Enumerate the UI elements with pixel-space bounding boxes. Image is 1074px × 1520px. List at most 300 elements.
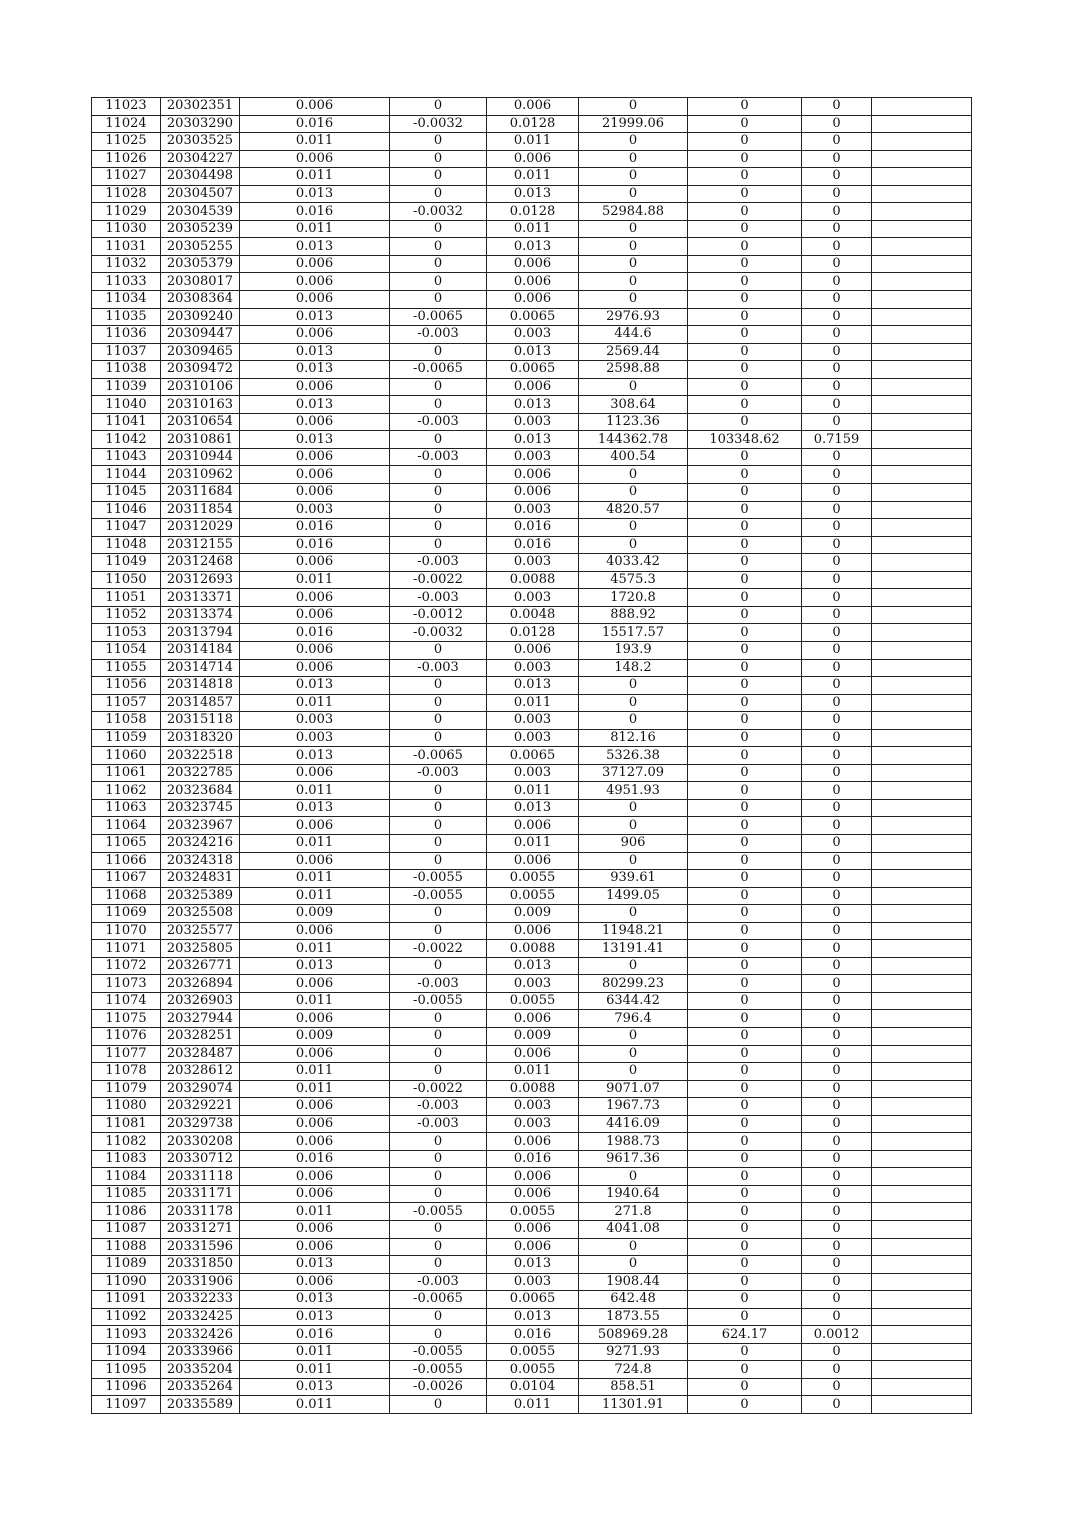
empty-cell bbox=[872, 1256, 972, 1274]
amount-cell: 0 bbox=[579, 484, 688, 502]
account-id-cell: 20331596 bbox=[161, 1238, 240, 1256]
account-id-cell: 20330208 bbox=[161, 1133, 240, 1151]
rate-cell: 0.006 bbox=[240, 1168, 390, 1186]
row-number-cell: 11034 bbox=[92, 291, 161, 309]
account-id-cell: 20323745 bbox=[161, 799, 240, 817]
account-id-cell: 20312155 bbox=[161, 536, 240, 554]
net-rate-cell: 0.0104 bbox=[487, 1378, 579, 1396]
secondary-amount-cell: 0 bbox=[688, 659, 802, 677]
table-row bbox=[92, 115, 972, 133]
table-row bbox=[92, 1045, 972, 1063]
secondary-amount-cell: 0 bbox=[688, 326, 802, 344]
row-number-cell: 11044 bbox=[92, 466, 161, 484]
row-number-cell: 11035 bbox=[92, 308, 161, 326]
amount-cell: 1967.73 bbox=[579, 1098, 688, 1116]
secondary-amount-cell: 0 bbox=[688, 343, 802, 361]
rate-cell: 0.011 bbox=[240, 694, 390, 712]
adjustment-cell: -0.003 bbox=[390, 1115, 487, 1133]
amount-cell: 724.8 bbox=[579, 1361, 688, 1379]
empty-cell bbox=[872, 343, 972, 361]
adjustment-cell: 0 bbox=[390, 852, 487, 870]
amount-cell: 0 bbox=[579, 378, 688, 396]
amount-cell: 1873.55 bbox=[579, 1308, 688, 1326]
adjustment-cell: 0 bbox=[390, 150, 487, 168]
row-number-cell: 11071 bbox=[92, 940, 161, 958]
row-number-cell: 11029 bbox=[92, 203, 161, 221]
rate-cell: 0.006 bbox=[240, 413, 390, 431]
amount-cell: 0 bbox=[579, 1027, 688, 1045]
adjustment-cell: 0 bbox=[390, 1326, 487, 1344]
secondary-amount-cell: 0 bbox=[688, 747, 802, 765]
rate-cell: 0.013 bbox=[240, 308, 390, 326]
row-number-cell: 11049 bbox=[92, 554, 161, 572]
secondary-amount-cell: 0 bbox=[688, 1133, 802, 1151]
amount-cell: 0 bbox=[579, 817, 688, 835]
secondary-amount-cell: 0 bbox=[688, 1063, 802, 1081]
table-row bbox=[92, 448, 972, 466]
empty-cell bbox=[872, 326, 972, 344]
amount-cell: 4951.93 bbox=[579, 782, 688, 800]
table-row bbox=[92, 1080, 972, 1098]
adjustment-cell: 0 bbox=[390, 536, 487, 554]
empty-cell bbox=[872, 1168, 972, 1186]
ratio-cell: 0 bbox=[802, 554, 872, 572]
secondary-amount-cell: 0 bbox=[688, 1045, 802, 1063]
ratio-cell: 0 bbox=[802, 834, 872, 852]
rate-cell: 0.016 bbox=[240, 519, 390, 537]
rate-cell: 0.006 bbox=[240, 764, 390, 782]
net-rate-cell: 0.006 bbox=[487, 378, 579, 396]
secondary-amount-cell: 0 bbox=[688, 1203, 802, 1221]
secondary-amount-cell: 0 bbox=[688, 1361, 802, 1379]
table-row bbox=[92, 203, 972, 221]
empty-cell bbox=[872, 185, 972, 203]
empty-cell bbox=[872, 1080, 972, 1098]
account-id-cell: 20308017 bbox=[161, 273, 240, 291]
empty-cell bbox=[872, 940, 972, 958]
account-id-cell: 20323967 bbox=[161, 817, 240, 835]
amount-cell: 400.54 bbox=[579, 448, 688, 466]
empty-cell bbox=[872, 624, 972, 642]
row-number-cell: 11094 bbox=[92, 1343, 161, 1361]
table-body bbox=[92, 98, 972, 1414]
table-row bbox=[92, 747, 972, 765]
secondary-amount-cell: 0 bbox=[688, 361, 802, 379]
net-rate-cell: 0.0055 bbox=[487, 1343, 579, 1361]
net-rate-cell: 0.011 bbox=[487, 834, 579, 852]
secondary-amount-cell: 0 bbox=[688, 150, 802, 168]
secondary-amount-cell: 0 bbox=[688, 1378, 802, 1396]
amount-cell: 1123.36 bbox=[579, 413, 688, 431]
account-id-cell: 20310944 bbox=[161, 448, 240, 466]
adjustment-cell: -0.0022 bbox=[390, 571, 487, 589]
net-rate-cell: 0.016 bbox=[487, 1150, 579, 1168]
net-rate-cell: 0.006 bbox=[487, 1221, 579, 1239]
rate-cell: 0.006 bbox=[240, 98, 390, 116]
account-id-cell: 20326894 bbox=[161, 975, 240, 993]
amount-cell: 52984.88 bbox=[579, 203, 688, 221]
secondary-amount-cell: 0 bbox=[688, 940, 802, 958]
rate-cell: 0.006 bbox=[240, 1115, 390, 1133]
net-rate-cell: 0.003 bbox=[487, 729, 579, 747]
adjustment-cell: 0 bbox=[390, 782, 487, 800]
empty-cell bbox=[872, 255, 972, 273]
adjustment-cell: 0 bbox=[390, 501, 487, 519]
secondary-amount-cell: 0 bbox=[688, 501, 802, 519]
table-row bbox=[92, 554, 972, 572]
empty-cell bbox=[872, 1238, 972, 1256]
secondary-amount-cell: 0 bbox=[688, 641, 802, 659]
table-row bbox=[92, 712, 972, 730]
row-number-cell: 11088 bbox=[92, 1238, 161, 1256]
adjustment-cell: -0.0055 bbox=[390, 887, 487, 905]
ratio-cell: 0 bbox=[802, 1027, 872, 1045]
ratio-cell: 0.0012 bbox=[802, 1326, 872, 1344]
empty-cell bbox=[872, 1115, 972, 1133]
empty-cell bbox=[872, 834, 972, 852]
adjustment-cell: 0 bbox=[390, 905, 487, 923]
empty-cell bbox=[872, 1203, 972, 1221]
account-id-cell: 20312693 bbox=[161, 571, 240, 589]
secondary-amount-cell: 624.17 bbox=[688, 1326, 802, 1344]
rate-cell: 0.006 bbox=[240, 255, 390, 273]
secondary-amount-cell: 0 bbox=[688, 255, 802, 273]
rate-cell: 0.011 bbox=[240, 887, 390, 905]
account-id-cell: 20324318 bbox=[161, 852, 240, 870]
amount-cell: 2569.44 bbox=[579, 343, 688, 361]
table-row bbox=[92, 606, 972, 624]
ratio-cell: 0 bbox=[802, 413, 872, 431]
rate-cell: 0.011 bbox=[240, 571, 390, 589]
adjustment-cell: 0 bbox=[390, 220, 487, 238]
net-rate-cell: 0.0055 bbox=[487, 1361, 579, 1379]
rate-cell: 0.006 bbox=[240, 1238, 390, 1256]
empty-cell bbox=[872, 571, 972, 589]
amount-cell: 0 bbox=[579, 677, 688, 695]
amount-cell: 0 bbox=[579, 185, 688, 203]
ratio-cell: 0 bbox=[802, 519, 872, 537]
empty-cell bbox=[872, 203, 972, 221]
account-id-cell: 20329738 bbox=[161, 1115, 240, 1133]
table-row bbox=[92, 975, 972, 993]
net-rate-cell: 0.006 bbox=[487, 1185, 579, 1203]
amount-cell: 271.8 bbox=[579, 1203, 688, 1221]
account-id-cell: 20305255 bbox=[161, 238, 240, 256]
ratio-cell: 0 bbox=[802, 168, 872, 186]
empty-cell bbox=[872, 1291, 972, 1309]
rate-cell: 0.003 bbox=[240, 712, 390, 730]
net-rate-cell: 0.013 bbox=[487, 1308, 579, 1326]
adjustment-cell: -0.003 bbox=[390, 413, 487, 431]
table-row bbox=[92, 185, 972, 203]
net-rate-cell: 0.0055 bbox=[487, 870, 579, 888]
adjustment-cell: 0 bbox=[390, 238, 487, 256]
empty-cell bbox=[872, 1133, 972, 1151]
row-number-cell: 11091 bbox=[92, 1291, 161, 1309]
secondary-amount-cell: 0 bbox=[688, 1010, 802, 1028]
row-number-cell: 11057 bbox=[92, 694, 161, 712]
ratio-cell: 0 bbox=[802, 1343, 872, 1361]
ratio-cell: 0 bbox=[802, 1291, 872, 1309]
row-number-cell: 11085 bbox=[92, 1185, 161, 1203]
rate-cell: 0.016 bbox=[240, 536, 390, 554]
empty-cell bbox=[872, 852, 972, 870]
ratio-cell: 0 bbox=[802, 940, 872, 958]
row-number-cell: 11065 bbox=[92, 834, 161, 852]
account-id-cell: 20331171 bbox=[161, 1185, 240, 1203]
account-id-cell: 20314184 bbox=[161, 641, 240, 659]
ratio-cell: 0 bbox=[802, 764, 872, 782]
account-id-cell: 20325508 bbox=[161, 905, 240, 923]
account-id-cell: 20303290 bbox=[161, 115, 240, 133]
empty-cell bbox=[872, 887, 972, 905]
empty-cell bbox=[872, 1273, 972, 1291]
adjustment-cell: -0.0055 bbox=[390, 992, 487, 1010]
net-rate-cell: 0.011 bbox=[487, 694, 579, 712]
row-number-cell: 11028 bbox=[92, 185, 161, 203]
secondary-amount-cell: 0 bbox=[688, 220, 802, 238]
ratio-cell: 0 bbox=[802, 571, 872, 589]
secondary-amount-cell: 0 bbox=[688, 1027, 802, 1045]
row-number-cell: 11037 bbox=[92, 343, 161, 361]
secondary-amount-cell: 0 bbox=[688, 1080, 802, 1098]
row-number-cell: 11079 bbox=[92, 1080, 161, 1098]
ratio-cell: 0 bbox=[802, 238, 872, 256]
secondary-amount-cell: 0 bbox=[688, 291, 802, 309]
amount-cell: 4416.09 bbox=[579, 1115, 688, 1133]
empty-cell bbox=[872, 554, 972, 572]
account-id-cell: 20328612 bbox=[161, 1063, 240, 1081]
row-number-cell: 11076 bbox=[92, 1027, 161, 1045]
row-number-cell: 11069 bbox=[92, 905, 161, 923]
empty-cell bbox=[872, 870, 972, 888]
row-number-cell: 11023 bbox=[92, 98, 161, 116]
secondary-amount-cell: 0 bbox=[688, 413, 802, 431]
net-rate-cell: 0.011 bbox=[487, 133, 579, 151]
table-row bbox=[92, 1378, 972, 1396]
rate-cell: 0.013 bbox=[240, 431, 390, 449]
account-id-cell: 20312468 bbox=[161, 554, 240, 572]
adjustment-cell: 0 bbox=[390, 168, 487, 186]
rate-cell: 0.006 bbox=[240, 291, 390, 309]
amount-cell: 21999.06 bbox=[579, 115, 688, 133]
rate-cell: 0.006 bbox=[240, 1133, 390, 1151]
empty-cell bbox=[872, 466, 972, 484]
net-rate-cell: 0.0065 bbox=[487, 747, 579, 765]
rate-cell: 0.006 bbox=[240, 817, 390, 835]
secondary-amount-cell: 0 bbox=[688, 185, 802, 203]
ratio-cell: 0 bbox=[802, 589, 872, 607]
adjustment-cell: 0 bbox=[390, 1221, 487, 1239]
row-number-cell: 11084 bbox=[92, 1168, 161, 1186]
row-number-cell: 11070 bbox=[92, 922, 161, 940]
rate-cell: 0.013 bbox=[240, 957, 390, 975]
amount-cell: 0 bbox=[579, 466, 688, 484]
adjustment-cell: 0 bbox=[390, 1133, 487, 1151]
row-number-cell: 11047 bbox=[92, 519, 161, 537]
table-row bbox=[92, 536, 972, 554]
ratio-cell: 0 bbox=[802, 361, 872, 379]
account-id-cell: 20324216 bbox=[161, 834, 240, 852]
account-id-cell: 20310163 bbox=[161, 396, 240, 414]
table-row bbox=[92, 1098, 972, 1116]
empty-cell bbox=[872, 677, 972, 695]
ratio-cell: 0 bbox=[802, 326, 872, 344]
net-rate-cell: 0.003 bbox=[487, 1273, 579, 1291]
ratio-cell: 0 bbox=[802, 782, 872, 800]
amount-cell: 0 bbox=[579, 220, 688, 238]
empty-cell bbox=[872, 905, 972, 923]
net-rate-cell: 0.016 bbox=[487, 519, 579, 537]
amount-cell: 1988.73 bbox=[579, 1133, 688, 1151]
row-number-cell: 11048 bbox=[92, 536, 161, 554]
adjustment-cell: 0 bbox=[390, 799, 487, 817]
ratio-cell: 0 bbox=[802, 273, 872, 291]
empty-cell bbox=[872, 220, 972, 238]
ratio-cell: 0 bbox=[802, 747, 872, 765]
empty-cell bbox=[872, 922, 972, 940]
ratio-cell: 0 bbox=[802, 1221, 872, 1239]
secondary-amount-cell: 0 bbox=[688, 536, 802, 554]
net-rate-cell: 0.006 bbox=[487, 1168, 579, 1186]
row-number-cell: 11042 bbox=[92, 431, 161, 449]
row-number-cell: 11077 bbox=[92, 1045, 161, 1063]
row-number-cell: 11086 bbox=[92, 1203, 161, 1221]
empty-cell bbox=[872, 1308, 972, 1326]
net-rate-cell: 0.0088 bbox=[487, 1080, 579, 1098]
secondary-amount-cell: 0 bbox=[688, 1098, 802, 1116]
row-number-cell: 11075 bbox=[92, 1010, 161, 1028]
secondary-amount-cell: 0 bbox=[688, 1150, 802, 1168]
row-number-cell: 11053 bbox=[92, 624, 161, 642]
ratio-cell: 0 bbox=[802, 975, 872, 993]
empty-cell bbox=[872, 378, 972, 396]
table-row bbox=[92, 782, 972, 800]
secondary-amount-cell: 0 bbox=[688, 905, 802, 923]
account-id-cell: 20313794 bbox=[161, 624, 240, 642]
table-row bbox=[92, 957, 972, 975]
account-id-cell: 20331906 bbox=[161, 1273, 240, 1291]
empty-cell bbox=[872, 1378, 972, 1396]
amount-cell: 308.64 bbox=[579, 396, 688, 414]
ratio-cell: 0 bbox=[802, 870, 872, 888]
row-number-cell: 11067 bbox=[92, 870, 161, 888]
secondary-amount-cell: 0 bbox=[688, 1308, 802, 1326]
row-number-cell: 11063 bbox=[92, 799, 161, 817]
ratio-cell: 0 bbox=[802, 729, 872, 747]
adjustment-cell: 0 bbox=[390, 677, 487, 695]
secondary-amount-cell: 0 bbox=[688, 484, 802, 502]
account-id-cell: 20309465 bbox=[161, 343, 240, 361]
ratio-cell: 0 bbox=[802, 536, 872, 554]
adjustment-cell: 0 bbox=[390, 255, 487, 273]
empty-cell bbox=[872, 519, 972, 537]
account-id-cell: 20323684 bbox=[161, 782, 240, 800]
secondary-amount-cell: 0 bbox=[688, 852, 802, 870]
adjustment-cell: -0.003 bbox=[390, 764, 487, 782]
empty-cell bbox=[872, 98, 972, 116]
row-number-cell: 11032 bbox=[92, 255, 161, 273]
ratio-cell: 0 bbox=[802, 150, 872, 168]
amount-cell: 0 bbox=[579, 905, 688, 923]
empty-cell bbox=[872, 484, 972, 502]
amount-cell: 144362.78 bbox=[579, 431, 688, 449]
rate-cell: 0.006 bbox=[240, 1221, 390, 1239]
account-id-cell: 20335264 bbox=[161, 1378, 240, 1396]
adjustment-cell: 0 bbox=[390, 273, 487, 291]
account-id-cell: 20310654 bbox=[161, 413, 240, 431]
amount-cell: 0 bbox=[579, 957, 688, 975]
secondary-amount-cell: 0 bbox=[688, 519, 802, 537]
amount-cell: 0 bbox=[579, 536, 688, 554]
rate-cell: 0.006 bbox=[240, 150, 390, 168]
table-row bbox=[92, 396, 972, 414]
amount-cell: 0 bbox=[579, 291, 688, 309]
adjustment-cell: 0 bbox=[390, 1010, 487, 1028]
rate-cell: 0.006 bbox=[240, 1185, 390, 1203]
rate-cell: 0.011 bbox=[240, 834, 390, 852]
rate-cell: 0.009 bbox=[240, 905, 390, 923]
row-number-cell: 11083 bbox=[92, 1150, 161, 1168]
account-id-cell: 20315118 bbox=[161, 712, 240, 730]
rate-cell: 0.011 bbox=[240, 1343, 390, 1361]
ratio-cell: 0 bbox=[802, 694, 872, 712]
row-number-cell: 11046 bbox=[92, 501, 161, 519]
net-rate-cell: 0.006 bbox=[487, 273, 579, 291]
net-rate-cell: 0.009 bbox=[487, 905, 579, 923]
account-id-cell: 20325805 bbox=[161, 940, 240, 958]
secondary-amount-cell: 0 bbox=[688, 1221, 802, 1239]
account-id-cell: 20325389 bbox=[161, 887, 240, 905]
rate-cell: 0.006 bbox=[240, 378, 390, 396]
net-rate-cell: 0.003 bbox=[487, 326, 579, 344]
table-row bbox=[92, 905, 972, 923]
net-rate-cell: 0.006 bbox=[487, 466, 579, 484]
secondary-amount-cell: 0 bbox=[688, 378, 802, 396]
amount-cell: 796.4 bbox=[579, 1010, 688, 1028]
amount-cell: 11948.21 bbox=[579, 922, 688, 940]
account-id-cell: 20304507 bbox=[161, 185, 240, 203]
ratio-cell: 0 bbox=[802, 817, 872, 835]
net-rate-cell: 0.006 bbox=[487, 817, 579, 835]
account-id-cell: 20313371 bbox=[161, 589, 240, 607]
adjustment-cell: 0 bbox=[390, 519, 487, 537]
table-row bbox=[92, 308, 972, 326]
net-rate-cell: 0.016 bbox=[487, 1326, 579, 1344]
net-rate-cell: 0.013 bbox=[487, 1256, 579, 1274]
secondary-amount-cell: 0 bbox=[688, 396, 802, 414]
empty-cell bbox=[872, 1150, 972, 1168]
table-row bbox=[92, 1221, 972, 1239]
secondary-amount-cell: 0 bbox=[688, 1273, 802, 1291]
amount-cell: 0 bbox=[579, 1256, 688, 1274]
row-number-cell: 11033 bbox=[92, 273, 161, 291]
empty-cell bbox=[872, 957, 972, 975]
account-id-cell: 20310106 bbox=[161, 378, 240, 396]
net-rate-cell: 0.016 bbox=[487, 536, 579, 554]
row-number-cell: 11093 bbox=[92, 1326, 161, 1344]
empty-cell bbox=[872, 1027, 972, 1045]
net-rate-cell: 0.013 bbox=[487, 677, 579, 695]
empty-cell bbox=[872, 448, 972, 466]
ratio-cell: 0 bbox=[802, 133, 872, 151]
adjustment-cell: 0 bbox=[390, 1256, 487, 1274]
row-number-cell: 11026 bbox=[92, 150, 161, 168]
empty-cell bbox=[872, 1063, 972, 1081]
account-id-cell: 20324831 bbox=[161, 870, 240, 888]
amount-cell: 0 bbox=[579, 238, 688, 256]
rate-cell: 0.013 bbox=[240, 747, 390, 765]
